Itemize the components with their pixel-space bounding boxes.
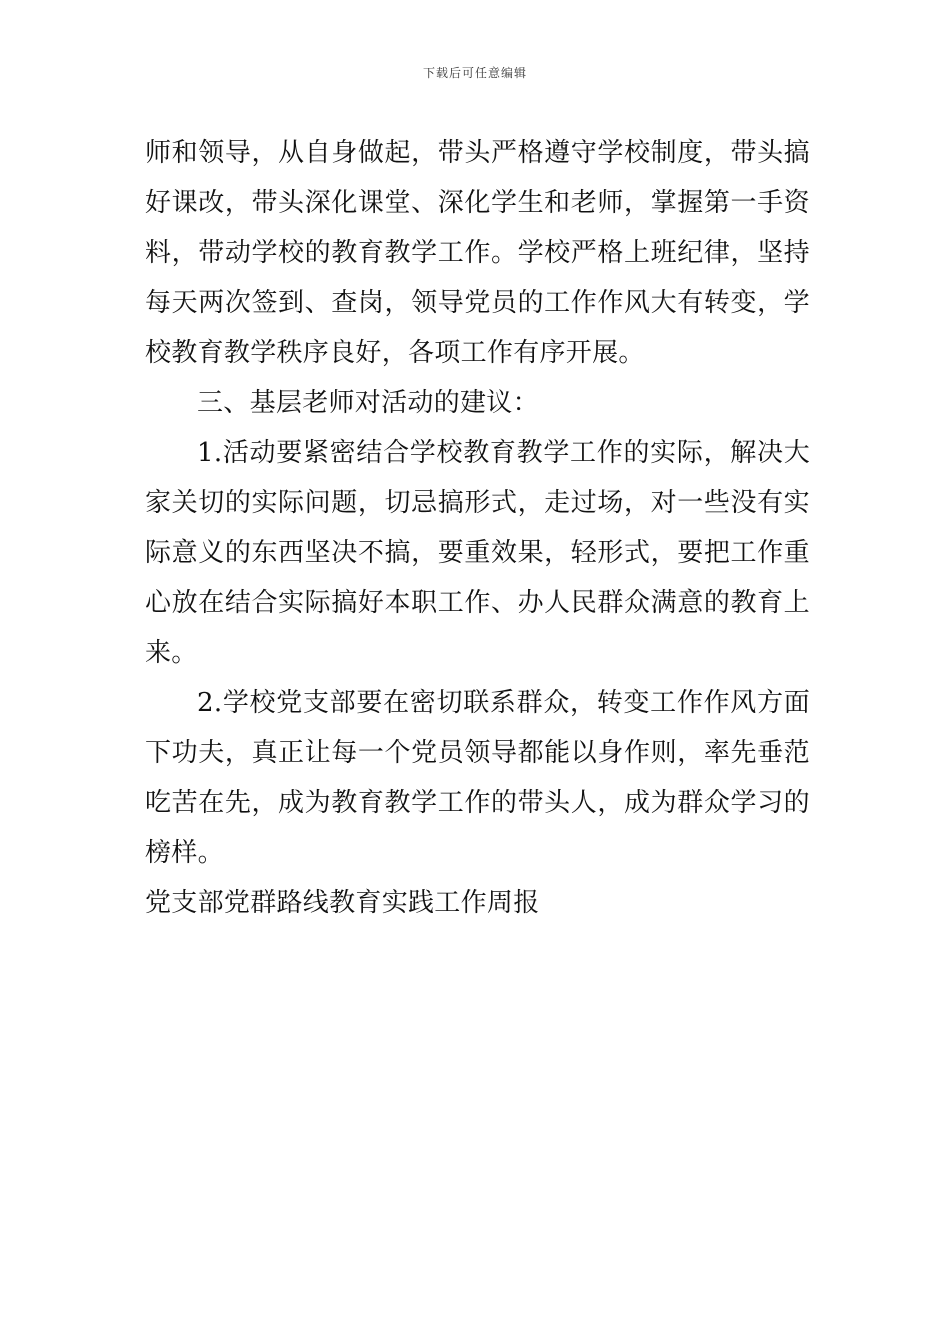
page-header-note: 下载后可任意编辑 xyxy=(422,66,527,80)
suggestion-item-1: 1.活动要紧密结合学校教育教学工作的实际，解决大家关切的实际问题，切忌搞形式，走过场，对一些没有实际意义的东西坚决不搞，要重效果，轻形式，要把工作重心放在结合实际搞好本职工作、办人民群众满意的教育上来。 xyxy=(145,438,810,668)
document-title-next: 党支部党群路线教育实践工作周报 xyxy=(145,888,540,918)
section-heading-suggestions: 三、基层老师对活动的建议： xyxy=(197,388,539,418)
paragraph-continuation: 师和领导，从自身做起，带头严格遵守学校制度，带头搞好课改，带头深化课堂、深化学生和老师，掌握第一手资料，带动学校的教育教学工作。学校严格上班纪律，坚持每天两次签到、查岗，领导党员的工作作风大有转变，学校教育教学秩序良好，各项工作有序开展。 xyxy=(145,138,810,368)
document-body xyxy=(145,128,810,928)
suggestion-item-2: 2.学校党支部要在密切联系群众，转变工作作风方面下功夫，真正让每一个党员领导都能以身作则，率先垂范吃苦在先，成为教育教学工作的带头人，成为群众学习的榜样。 xyxy=(145,688,810,868)
